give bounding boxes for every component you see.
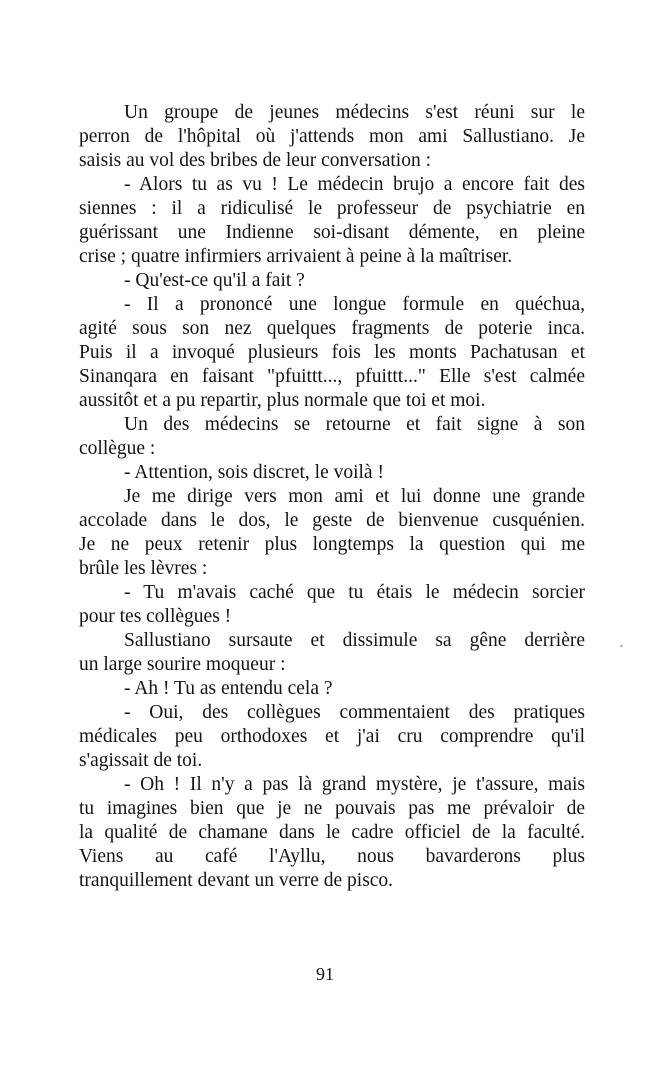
body-text [79,101,585,893]
text-line: crise ; quatre infirmiers arrivaient à peine à la maîtriser. [79,246,513,267]
text-line: Viens au café l'Ayllu, nous bavarderons plus [79,846,585,867]
text-line: - Ah ! Tu as entendu cela ? [124,678,333,699]
text-line: aussitôt et a pu repartir, plus normale que toi et moi. [79,390,486,411]
text-line: s'agissait de toi. [79,750,203,771]
text-line: Puis il a invoqué plusieurs fois les monts Pachatusan et [79,342,585,363]
text-line: agité sous son nez quelques fragments de poterie inca. [79,318,585,339]
text-line: tu imagines bien que je ne pouvais pas me prévaloir de [79,798,585,819]
text-line: - Attention, sois discret, le voilà ! [124,462,384,483]
text-line: saisis au vol des bribes de leur conversation : [79,150,431,171]
text-line: Je me dirige vers mon ami et lui donne une grande [124,486,585,507]
scan-speck [620,644,624,647]
text-line: accolade dans le dos, le geste de bienvenue cusquénien. [79,510,585,531]
text-line: Sinanqara en faisant "pfuittt..., pfuittt..." Elle s'est calmée [79,366,585,387]
text-line: pour tes collègues ! [79,606,232,627]
text-line: siennes : il a ridiculisé le professeur de psychiatrie en [79,198,585,219]
text-line: la qualité de chamane dans le cadre officiel de la faculté. [79,822,585,843]
text-line: Un des médecins se retourne et fait signe à son [124,414,585,435]
text-line: guérissant une Indienne soi-disant démente, en pleine [79,222,585,243]
text-line: tranquillement devant un verre de pisco. [79,870,394,891]
text-line: Je ne peux retenir plus longtemps la question qui me [79,534,585,555]
text-line: - Oh ! Il n'y a pas là grand mystère, je t'assure, mais [124,774,585,795]
text-line: - Alors tu as vu ! Le médecin brujo a encore fait des [124,174,585,195]
text-line: médicales peu orthodoxes et j'ai cru comprendre qu'il [79,726,585,747]
text-line: Sallustiano sursaute et dissimule sa gêne derrière [124,630,585,651]
page-number: 91 [316,964,334,984]
text-line: - Il a prononcé une longue formule en quéchua, [124,294,585,315]
text-line: Un groupe de jeunes médecins s'est réuni sur le [124,102,585,123]
text-line: - Tu m'avais caché que tu étais le médecin sorcier [124,582,585,603]
text-line: - Qu'est-ce qu'il a fait ? [124,270,305,291]
text-line: collègue : [79,438,156,459]
text-line: perron de l'hôpital où j'attends mon ami Sallustiano. Je [79,126,585,147]
text-line: un large sourire moqueur : [79,654,286,675]
text-line: brûle les lèvres : [79,558,208,579]
text-line: - Oui, des collègues commentaient des pratiques [124,702,585,723]
